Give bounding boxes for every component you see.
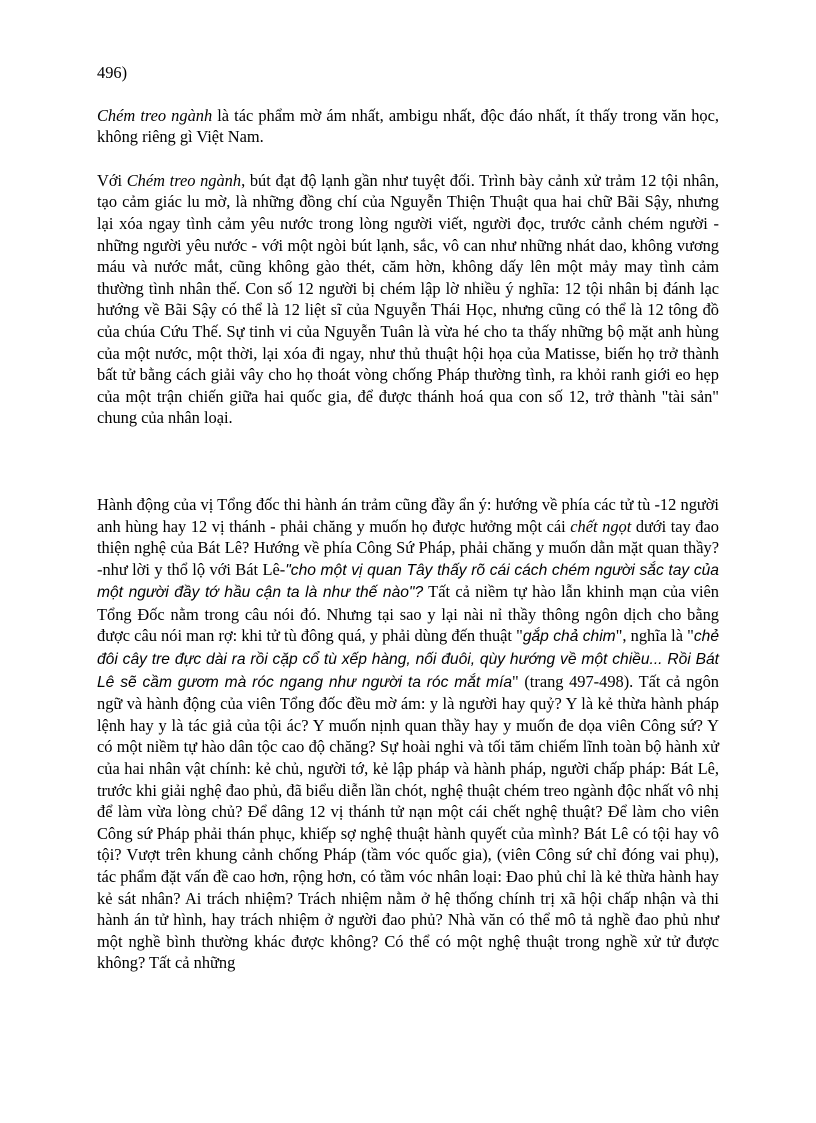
paragraph-text: Với — [97, 170, 127, 190]
paragraph-governor — [97, 494, 719, 974]
paragraph-text: , bút đạt độ lạnh gần như tuyệt đối. Trình bày cảnh xử trảm 12 tội nhân, tạo cảm giác lu mờ, là những đồng chí của Nguyễn Thiện Thuật qua hai chữ Bãi Sậy, nhưng lại xóa ngay tình cảm yêu nước trong lòng người viết, người đọc, trước cảnh chém người - những người yêu nước - với một ngòi bút lạnh, sắc, vô can như những nhát dao, không vương máu và nước mắt, cũng không gào thét, căm hờn, không dấy lên một mảy may tình cảm thường tình nhân thế. Con số 12 người bị chém lập lờ nhiều ý nghĩa: 12 tội nhân bị đánh lạc hướng về Bãi Sậy có thể là 12 liệt sĩ của Nguyễn Thái Học, nhưng cũng có thể là 12 tông đồ của chúa Cứu Thế. Sự tinh vi của Nguyễn Tuân là vừa hé cho ta thấy những bộ mặt anh hùng của một nước, một thời, lại xóa đi ngay, như thủ thuật hội họa của Matisse, biến họ trở thành bất tử bằng cách giải vây cho họ thoát vòng chống Pháp thường tình, ra khỏi ranh giới eo hẹp của một trận chiến giữa hai quốc gia, để được thánh hoá qua con số 12, trở thành "tài sản" chung của nhân loại. — [97, 170, 720, 428]
paragraph-analysis — [97, 170, 719, 429]
document-page — [97, 62, 719, 974]
paragraph-text: dưới tay đao thiện nghệ của Bát Lê? Hướng về phía Công Sứ Pháp, phải chăng y muốn dằn mặt quan thầy? -như lời y thổ lộ với Bát Lê- — [97, 516, 719, 579]
paragraph-text: ", nghĩa là " — [615, 626, 694, 646]
paragraph-text: là tác phẩm mờ ám nhất, ambigu nhất, độc đáo nhất, ít thấy trong văn học, không riêng gì Việt Nam. — [97, 105, 719, 147]
paragraph-text: Hành động của vị Tổng đốc thi hành án trảm cũng đầy ẩn ý: hướng về phía các tử tù -12 người anh hùng hay 12 vị thánh - phải chăng y muốn họ được hưởng một cái — [97, 494, 719, 536]
page-number: 496) — [97, 63, 128, 82]
paragraph-text: Tất cả niềm tự hào lẫn khinh mạn của viên Tổng Đốc nằm trong câu nói đó. Nhưng tại sao y lại nài nỉ thầy thông ngôn dịch cho bằng được câu nói man rợ: khi tử tù đông quá, y phải dùng đến thuật " — [97, 582, 719, 646]
work-title: Chém treo ngành — [126, 170, 242, 190]
paragraph-text: " (trang 497-498). Tất cả ngôn ngữ và hành động của viên Tổng đốc đều mờ ám: y là người hay quỷ? Y là kẻ thừa hành pháp lệnh hay y là tác giả của tội ác? Y muốn nịnh quan thầy hay y muốn đe dọa viên Công sứ? Y có một niềm tự hào dân tộc cao độ chăng? Sự hoài nghi và tối tăm chiếm lĩnh toàn bộ hành xử của hai nhân vật chính: kẻ chủ, người tớ, kẻ lập pháp và hành pháp, người chấp pháp: Bát Lê, trước khi giải nghệ đao phủ, đã biểu diễn lần chót, nghệ thuật chém treo ngành độc nhất vô nhị để làm vừa lòng chủ? Để dâng 12 vị thánh tử nạn một cái chết nghệ thuật? Để làm cho viên Công sứ Pháp phải thán phục, khiếp sợ nghệ thuật hành quyết của mình? Bát Lê có tội hay vô tội? Vượt trên khung cảnh chống Pháp (tầm vóc quốc gia), (viên Công sứ chỉ đóng vai phụ), tác phẩm đặt vấn đề cao hơn, rộng hơn, có tầm vóc nhân loại: Đao phủ chỉ là kẻ thừa hành hay kẻ sát nhân? Ai trách nhiệm? Trách nhiệm nằm ở hệ thống chính trị xã hội chấp nhận và thi hành án tử hình, hay trách nhiệm ở người đao phủ? Nhà văn có thể mô tả nghề đao phủ như một nghề bình thường khác được không? Có thể có một nghệ thuật trong nghề xử tử được không? Tất cả những — [97, 671, 719, 973]
quotation: "cho một vị quan Tây thấy rõ cái cách chém người sắc tay của một người đầy tớ hầu cận ta là như thế nào"? — [97, 561, 719, 602]
quotation: gắp chả chim — [522, 628, 616, 646]
paragraph-intro — [97, 105, 719, 148]
work-title: Chém treo ngành — [97, 105, 213, 125]
emphasis-text: chết ngọt — [570, 516, 632, 536]
quotation: chẻ đôi cây tre đực dài ra rồi cặp cổ tù xếp hàng, nối đuôi, qùy hướng về một chiều... Rồi Bát Lê sẽ cầm gươm mà róc ngang như người ta róc mắt mía — [97, 628, 720, 691]
